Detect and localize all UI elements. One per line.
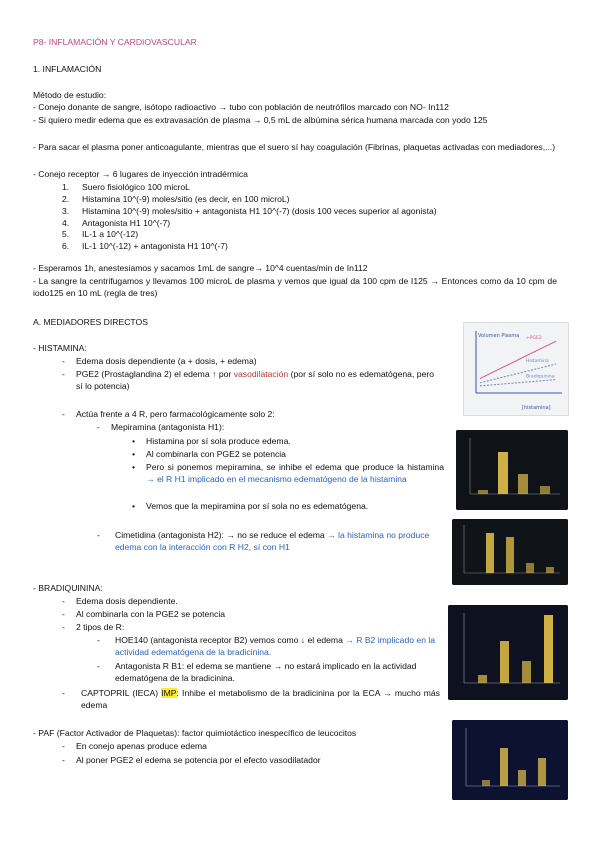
histamina-heading: - HISTAMINA:: [33, 343, 87, 353]
bradi-bullet-3: - 2 tipos de R:: [62, 622, 125, 632]
list-item: 4. Antagonista H1 10^(-7): [62, 217, 171, 228]
captopril-item: - CAPTOPRIL (IECA) IMP: Inhibe el metabolismo de la bradicinina por la ECA → mucho más edema: [62, 688, 440, 710]
cimetidina-item: - Cimetidina (antagonista H2): → no se reduce el edema → la histamina no produce edema con la interacción con R H2, sí con H1: [97, 530, 430, 552]
section-heading-mediadores: A. MEDIADORES DIRECTOS: [33, 317, 148, 327]
mepiramina-item-1: • Histamina por sí sola produce edema.: [132, 436, 291, 446]
page-title: P8- INFLAMACIÓN Y CARDIOVASCULAR: [33, 37, 197, 47]
sketch-xlabel: [histamina]: [522, 405, 551, 411]
photo-4-svg: [452, 720, 568, 800]
metodo-line-3: - Para sacar el plasma poner anticoagulante, mientras que el suero sí hay coagulación (Fibrinas, plaquetas activadas con mediadores,...): [33, 142, 556, 152]
photo-2-svg: [452, 519, 568, 585]
list-item: 2. Histamina 10^(-9) moles/sitio (es decir, en 100 microL): [62, 193, 290, 204]
mepiramina-heading: - Mepiramina (antagonista H1):: [97, 422, 225, 432]
list-item: 5. IL-1 a 10^(-12): [62, 229, 139, 240]
paf-bullet-2: - Al poner PGE2 el edema se potencia por el efecto vasodilatador: [62, 755, 321, 765]
slide-photo-bradiquinina: [448, 605, 568, 700]
paf-heading: - PAF (Factor Activador de Plaquetas): factor quimiotáctico inespecífico de leucocitos: [33, 728, 357, 738]
metodo-line-1: - Conejo donante de sangre, isótopo radioactivo → tubo con población de neutrófilos marcado con NO- In112: [33, 102, 449, 112]
metodo-line-6: - La sangre la centrifugamos y llevamos 100 microL de plasma y vemos que igual da 100 cpm de I125 → Entonces como da 10 cpm de iodo125 en 10 mL (regla de tres): [33, 276, 557, 298]
slide-photo-paf: [452, 720, 568, 800]
bradi-bullet-2: - Al combinarla con la PGE2 se potencia: [62, 609, 226, 619]
bradiquinina-heading: - BRADIQUININA:: [33, 583, 103, 593]
paf-bullet-1: - En conejo apenas produce edema: [62, 741, 207, 751]
sketch-series-label: Histamina: [526, 359, 549, 364]
bradi-bullet-1: - Edema dosis dependiente.: [62, 596, 178, 606]
histamina-bullet-2: - PGE2 (Prostaglandina 2) el edema ↑ por vasodilatación (por sí solo no es edematógena, pero sí lo potencia): [62, 369, 434, 391]
sketch-series-label: Bradiquinina: [526, 374, 555, 380]
metodo-line-2: - Si quiero medir edema que es extravasación de plasma → 0,5 mL de albúmina sérica humana marcada con yodo 125: [33, 115, 488, 125]
hand-drawn-dose-response-chart: [463, 322, 569, 416]
section-heading-inflamacion: 1. INFLAMACIÓN: [33, 64, 102, 74]
metodo-heading: Método de estudio:: [33, 90, 107, 100]
mepiramina-item-3: • Pero si ponemos mepiramina, se inhibe el edema que produce la histamina → el R H1 implicado en el mecanismo edematógeno de la histamina: [132, 462, 444, 484]
mepiramina-item-2: • Al combinarla con PGE2 se potencia: [132, 449, 286, 459]
photo-1-svg: [456, 430, 568, 510]
slide-photo-histamina-mepiramina: [456, 430, 568, 510]
photo-3-svg: [448, 605, 568, 700]
sketch-series-line: [480, 380, 556, 386]
list-item: 1. Suero fisiológico 100 microL: [62, 182, 190, 192]
sketch-ylabel: Volumen Plasma: [478, 333, 520, 339]
histamina-bullet-3: - Actúa frente a 4 R, pero farmacológicamente solo 2:: [62, 409, 275, 419]
metodo-line-4: - Conejo receptor → 6 lugares de inyección intradérmica: [33, 169, 248, 179]
list-item: 6. IL-1 10^(-12) + antagonista H1 10^(-7): [62, 241, 228, 252]
metodo-line-5: - Esperamos 1h, anestesiamos y sacamos 1mL de sangre→ 10^4 cuentas/min de In112: [33, 263, 368, 273]
mepiramina-item-4: • Vemos que la mepiramina por sí sola no es edematógena.: [132, 501, 369, 511]
hoe140-item: - HOE140 (antagonista receptor B2) vemos como ↓ el edema → R B2 implicado en la actividad edematógena de la bradicinina.: [97, 635, 436, 657]
imp-highlight: IMP: [161, 688, 177, 698]
histamina-bullet-1: - Edema dosis dependiente (a + dosis, + edema): [62, 356, 257, 366]
sketch-series-label: +PGE2: [526, 336, 542, 342]
slide-photo-cimetidina: [452, 519, 568, 585]
injection-list: [62, 182, 437, 253]
antagonista-b1-item: - Antagonista R B1: el edema se mantiene → no estará implicado en la actividad edematógena de la bradicinina.: [97, 661, 417, 683]
list-item: 3. Histamina 10^(-9) moles/sitio + antagonista H1 10^(-7) (dosis 100 veces superior al agonista): [62, 205, 437, 216]
